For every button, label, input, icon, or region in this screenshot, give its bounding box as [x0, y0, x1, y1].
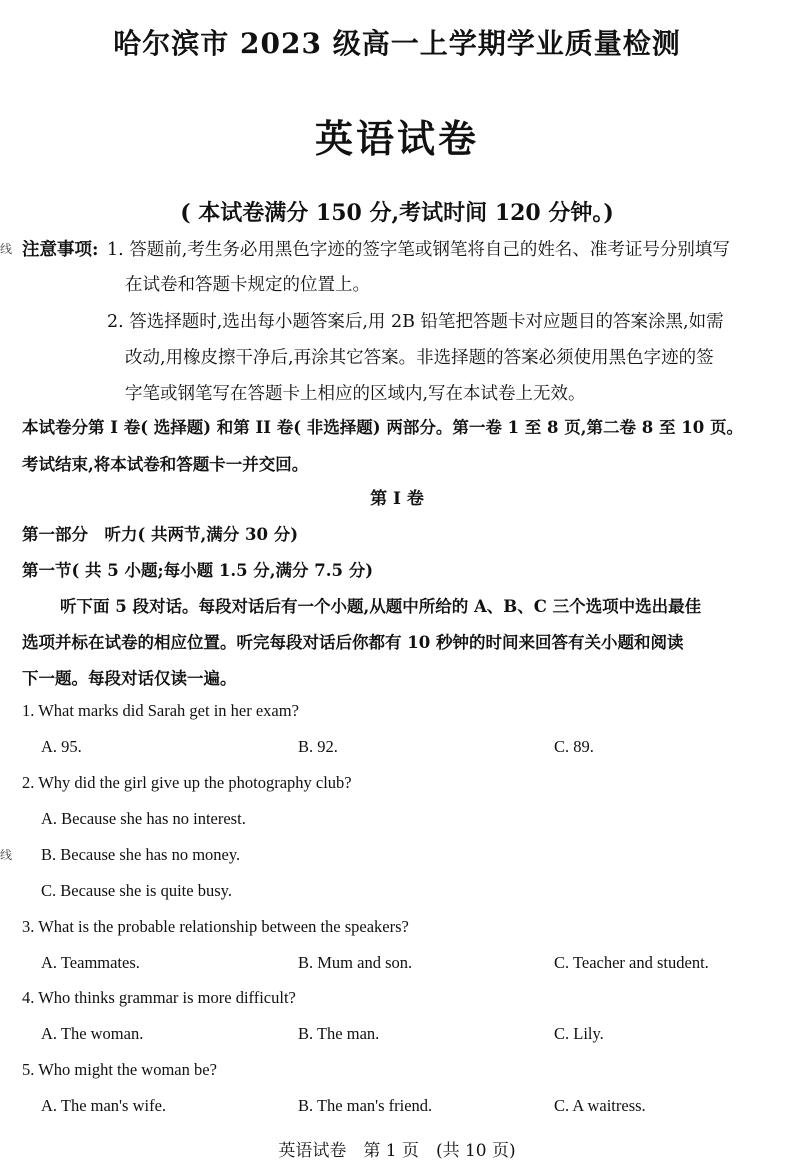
question-3-stem: 3. What is the probable relationship between the speakers?: [22, 917, 409, 936]
notes-item-2-line-1: 2. 答选择题时,选出每小题答案后,用 2B 铅笔把答题卡对应题目的答案涂黑,如需: [107, 312, 724, 332]
question-1-option-a: A. 95.: [41, 737, 82, 756]
page-footer: 英语试卷 第 1 页 (共 10 页): [278, 1141, 516, 1161]
question-3-option-b: B. Mum and son.: [298, 953, 413, 972]
question-3-option-c: C. Teacher and student.: [554, 953, 709, 972]
exam-title: 哈尔滨市 2023 级高一上学期学业质量检测: [113, 27, 681, 60]
binding-line-mark-1: 线: [0, 242, 13, 256]
question-2-option-a: A. Because she has no interest.: [41, 809, 246, 828]
question-4-option-a: A. The woman.: [41, 1024, 144, 1043]
question-2-option-c: C. Because she is quite busy.: [41, 881, 232, 900]
directions-line-3: 下一题。每段对话仅读一遍。: [22, 669, 237, 688]
question-2-option-b: B. Because she has no money.: [41, 845, 241, 864]
directions-line-1: 听下面 5 段对话。每段对话后有一个小题,从题中所给的 A、B、C 三个选项中选出最佳: [60, 597, 702, 616]
binding-line-mark-2: 线: [0, 848, 13, 862]
question-5-option-a: A. The man's wife.: [41, 1096, 167, 1115]
intro-line-2: 考试结束,将本试卷和答题卡一并交回。: [22, 455, 309, 474]
notes-item-1-line-1: 1. 答题前,考生务必用黑色字迹的签字笔或钢笔将自己的姓名、准考证号分别填写: [107, 240, 730, 260]
question-4-option-b: B. The man.: [298, 1024, 380, 1043]
intro-line-1: 本试卷分第 I 卷( 选择题) 和第 II 卷( 非选择题) 两部分。第一卷 1 至 8 页,第二卷 8 至 10 页。: [22, 418, 743, 437]
section-1-title: 第一节( 共 5 小题;每小题 1.5 分,满分 7.5 分): [22, 561, 374, 580]
subject-title: 英语试卷: [314, 116, 479, 161]
question-4-option-c: C. Lily.: [554, 1024, 604, 1043]
full-mark-info: ( 本试卷满分 150 分,考试时间 120 分钟。): [180, 200, 614, 226]
question-4-stem: 4. Who thinks grammar is more difficult?: [22, 988, 296, 1007]
notes-label: 注意事项:: [22, 240, 99, 260]
notes-item-2-line-3: 字笔或钢笔写在答题卡上相应的区域内,写在本试卷上无效。: [125, 384, 586, 404]
question-1-option-c: C. 89.: [554, 737, 594, 756]
question-1-stem: 1. What marks did Sarah get in her exam?: [22, 701, 299, 720]
volume-title: 第 I 卷: [370, 489, 424, 509]
notes-item-2-line-2: 改动,用橡皮擦干净后,再涂其它答案。非选择题的答案必须使用黑色字迹的签: [125, 348, 714, 368]
question-2-stem: 2. Why did the girl give up the photography club?: [22, 773, 352, 792]
part-1-title: 第一部分 听力( 共两节,满分 30 分): [22, 525, 299, 544]
question-3-option-a: A. Teammates.: [41, 953, 140, 972]
question-5-option-b: B. The man's friend.: [298, 1096, 433, 1115]
notes-item-1-line-2: 在试卷和答题卡规定的位置上。: [125, 275, 370, 295]
question-5-option-c: C. A waitress.: [554, 1096, 646, 1115]
question-5-stem: 5. Who might the woman be?: [22, 1060, 217, 1079]
directions-line-2: 选项并标在试卷的相应位置。听完每段对话后你都有 10 秒钟的时间来回答有关小题和阅读: [22, 633, 684, 652]
question-1-option-b: B. 92.: [298, 737, 338, 756]
